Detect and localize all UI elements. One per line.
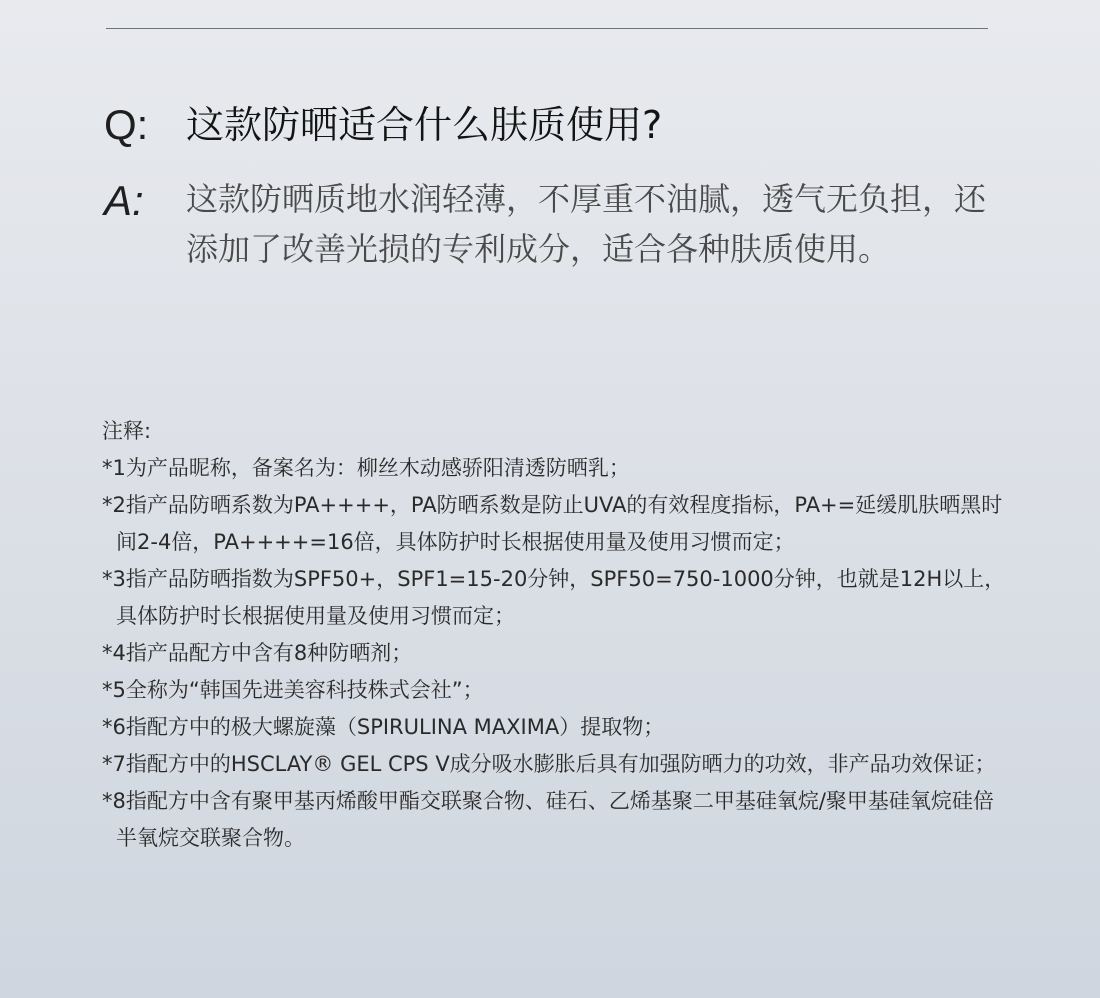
question-text: 这款防晒适合什么肤质使用? bbox=[186, 103, 663, 147]
note-item-6: *6指配方中的极大螺旋藻（SPIRULINA MAXIMA）提取物； bbox=[102, 715, 665, 739]
question-row bbox=[104, 92, 1004, 158]
answer-mark-label: A: bbox=[104, 177, 144, 224]
note-item-3: *3指产品防晒指数为SPF50+，SPF1=15-20分钟，SPF50=750-1000分钟，也就是12H以上，具体防护时长根据使用量及使用习惯而定； bbox=[102, 567, 1006, 628]
note-item-4: *4指产品配方中含有8种防晒剂； bbox=[102, 641, 413, 665]
note-item-8: *8指配方中含有聚甲基丙烯酸甲酯交联聚合物、硅石、乙烯基聚二甲基硅氧烷/聚甲基硅氧烷硅倍半氧烷交联聚合物。 bbox=[102, 789, 994, 850]
note-item-7: *7指配方中的HSCLAY® GEL CPS V成分吸水膨胀后具有加强防晒力的功效，非产品功效保证； bbox=[102, 752, 996, 776]
top-divider bbox=[106, 28, 988, 29]
qa-section bbox=[104, 92, 1004, 274]
notes-title: 注释: bbox=[102, 419, 152, 443]
note-item-2: *2指产品防晒系数为PA++++，PA防晒系数是防止UVA的有效程度指标，PA+=延缓肌肤晒黑时间2-4倍，PA++++=16倍，具体防护时长根据使用量及使用习惯而定； bbox=[102, 493, 1003, 554]
question-mark-label: Q: bbox=[104, 101, 149, 148]
notes-section bbox=[102, 412, 1012, 857]
note-item-5: *5全称为“韩国先进美容科技株式会社”； bbox=[102, 678, 484, 702]
answer-row bbox=[104, 174, 1004, 274]
answer-text: 这款防晒质地水润轻薄，不厚重不油腻，透气无负担，还添加了改善光损的专利成分，适合各种肤质使用。 bbox=[186, 180, 987, 268]
note-item-1: *1为产品昵称，备案名为：柳丝木动感骄阳清透防晒乳； bbox=[102, 456, 630, 480]
